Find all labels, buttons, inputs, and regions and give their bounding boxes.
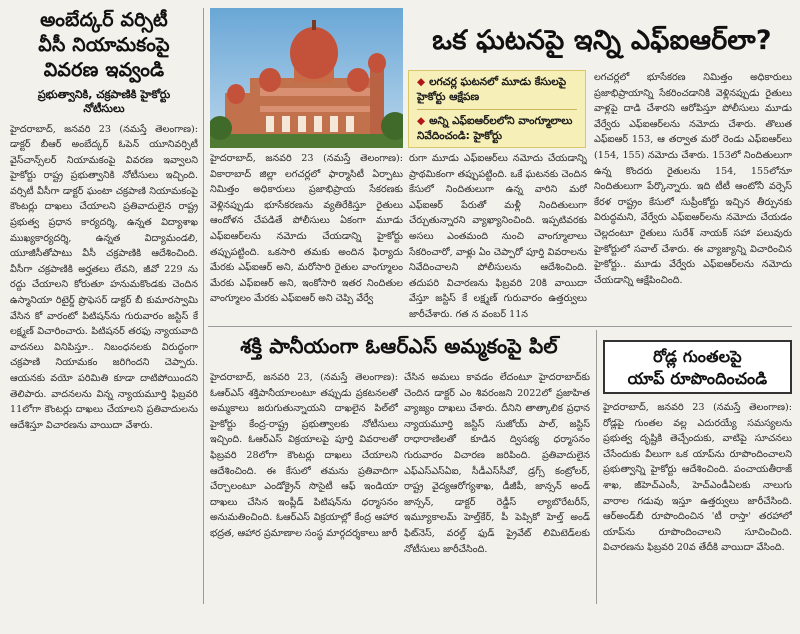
column-divider bbox=[203, 8, 204, 604]
ors-story-body-col1: హైదరాబాద్, జనవరి 23, (నమస్తే తెలంగాణ): ఓఆర్‌ఎస్ శక్తిపానీయాలంటూ తప్పుడు ప్రకటనలతో అమ్మకాలు జరుగుతున్నాయని దాఖలైన పిల్‌లో హైకోర్టు కేంద్ర-రాష్ట్ర ప్రభుత్వాలకు నోటీసులు ఇచ్చింది. ఓఆర్‌ఎస్ విక్రయాలపై పూర్తి వివరాలతో ఫిబ్రవరి 28లోగా కౌంటర్లు దాఖలు చేయాలని ఆదేశించింది. ఈ కేసులో తమను ప్రతివాదిగా చేర్చాలంటూ ఎండోక్రైన్ సొసైటీ ఆఫ్ ఇండియా దాఖలు చేసిన ఇంప్లీడ్ పిటిషన్‌ను ధర్మాసనం అనుమతించింది. ఓఆర్‌ఎస్ విక్రయాల్లో కేంద్ర ఆహార భద్రత, ఆహార ప్రమాణాల సంస్థ మార్గదర్శకాలు జారీ bbox=[210, 372, 398, 539]
ors-story-body-col2: చేసిన అమలు కావడం లేదంటూ హైదరాబాద్‌కు చెందిన డాక్టర్ ఎం శివరంజని 2022లో ప్రజాహిత వ్యాజ్యం దాఖలు చేశారు. దీనిని తాత్కాలిక ప్రధాన న్యాయమూర్తి జస్టిస్ సుజోయ్ పాల్, జస్టిస్ రాధారాణిలతో కూడిన ద్విసభ్య ధర్మాసనం గురువారం విచారణ జరిపింది. ప్రతివాదులైన ఎఫ్‌ఎస్‌ఎస్‌ఏఐ, సీడీఎస్‌సీవో, డ్రగ్స్ కంట్రోలర్, రాష్ట్ర వైద్యఆరోగ్యశాఖ, డీజీపీ, జాన్సన్ అండ్ జాన్సన్, డాక్టర్ రెడ్డీస్ ల్యాబొరేటరీస్, ఇమ్యూకాలమ్ హెల్త్‌కేర్, పీ పెప్సికో హెల్త్ అండ్ ఫిట్‌నెస్, వరల్డ్ ఫుడ్ ప్రైవేట్ లిమిటెడ్‌లకు నోటీసులు జారీచేసింది. bbox=[404, 372, 590, 555]
high-court-building-image bbox=[210, 8, 403, 148]
vc-headline-line-2: వీసీ నియామకంపై bbox=[38, 34, 170, 56]
bullet-icon: ◆ bbox=[417, 115, 426, 127]
app-headline-line-2: యాప్ రూపొందించండి bbox=[627, 369, 768, 388]
vc-appointment-story bbox=[10, 8, 198, 606]
fir-highlight-1-text: లగచర్ల ఘటనలో మూడు కేసులపై హైకోర్టు ఆక్షేపణ bbox=[417, 76, 567, 103]
app-story-headline-box bbox=[603, 340, 792, 394]
fir-story-headline: ఒక ఘటనపై ఇన్ని ఎఫ్‌ఐఆర్‌లా? bbox=[432, 25, 772, 56]
fir-highlight-2-text: అన్ని ఎఫ్‌ఐఆర్‌లలోని వాంగ్మూలాలు నివేదించండి: హైకోర్టు bbox=[417, 115, 573, 142]
fir-story-body-col1: హైదరాబాద్, జనవరి 23 (నమస్తే తెలంగాణ): వికారాబాద్ జిల్లా లగచర్లలో ఫార్మాసిటీ ఏర్పాటు నిమిత్తం అధికారులు ప్రజాభిప్రాయ సేకరణకు వెళ్లినప్పుడు భూసేకరణను వ్యతిరేకిస్తూ రైతులు ఆందోళన చేపడితే పోలీసులు ఏకంగా మూడు ఎఫ్‌ఐఆర్‌లను నమోదు చేయడాన్ని హైకోర్టు తప్పుపట్టింది. ఒకసారి తమకు అందిన ఫిర్యాదు మేరకు ఎఫ్‌ఐఆర్ అని, మరోసారి రైతుల వాంగ్మూలం మేరకు ఎఫ్‌ఐఆర్ అని, ఇంకోసారి ఇతర నిందితుల వాంగ్మూలం మేరకు ఎఫ్‌ఐఆర్ అని చెప్పి వేర్వే bbox=[210, 153, 403, 305]
vc-headline-line-3: వివరణ ఇవ్వండి bbox=[43, 59, 165, 81]
fir-story-body-col3: లగచర్లలో భూసేకరణ నిమిత్తం అధికారులు ప్రజాభిప్రాయాన్ని సేకరించడానికి వెళ్లినప్పుడు రైతులు వాళ్లపై దాడి చేశారని ఆరోపిస్తూ పోలీసులు మూడు వేర్వేరు ఎఫ్‌ఐఆర్‌లను నమోదు చేశారు. తొలుత ఎఫ్‌ఐఆర్ 153, ఆ తర్వాత మరో రెండు ఎఫ్‌ఐఆర్‌లు (154, 155) నమోదు చేశారు. 153లో నిందితులుగా ఉన్న కొందరు రైతులను 154, 155లోనూ నిందితులుగా పేర్కొన్నారు. ఇది టీటీ ఆంటోనీ వర్సెస్ కేరళ రాష్ట్రం కేసులో సుప్రీంకోర్టు ఇచ్చిన తీర్పునకు విరుద్ధమని, వేర్వేరు ఎఫ్‌ఐఆర్‌లను నమోదు చేయడం చెల్లదంటూ రైతులు సురేశ్ నాయక్ సహా పలువురు హైకోర్టులో సవాల్ చేశారు. ఈ వ్యాజ్యాన్ని విచారించిన హైకోర్టు.. మూడు వేర్వేరు ఎఫ్‌ఐఆర్‌లను నమోదు చేయడాన్ని ఆక్షేపించింది. bbox=[594, 72, 792, 286]
highlight-divider bbox=[417, 109, 577, 110]
fir-highlights-box bbox=[408, 70, 586, 148]
high-court-photo bbox=[210, 8, 403, 148]
app-story-body: హైదరాబాద్, జనవరి 23 (నమస్తే తెలంగాణ): రోడ్లపై గుంతల వల్ల ఎదురయ్యే సమస్యలను ప్రభుత్వ దృష్టికి తెచ్చేందుకు, వాటిపై సూచనలు చేసేందుకు వీలుగా ఒక యాప్‌ను రూపొందించాలని ప్రభుత్వాన్ని హైకోర్టు ఆదేశించింది. పంచాయతీరాజ్ శాఖ, జీహెచ్‌ఎంసీ, హెచ్‌ఎండీఏలకు నాలుగు వారాల గడువు ఇస్తూ ఉత్తర్వులు జారీచేసింది. ఆర్‌అండ్‌బీ రూపొందించిన 'టీ రాస్తా' తరహాలో యాప్‌ను రూపొందించాలని సూచించింది. విచారణను ఫిబ్రవరి 20వ తేదీకి వాయిదా వేసింది. bbox=[603, 402, 792, 554]
bullet-icon: ◆ bbox=[417, 76, 426, 88]
fir-highlight-2 bbox=[417, 114, 577, 144]
vc-appointment-headline bbox=[10, 8, 198, 83]
vc-appointment-body: హైదరాబాద్, జనవరి 23 (నమస్తే తెలంగాణ): డాక్టర్ బీఆర్ అంబేద్కర్ ఓపెన్ యూనివర్సిటీ వైస్‌చాన్స్‌లర్ నియామకంపై వివరణ ఇవ్వాలని హైకోర్టు రాష్ట్ర ప్రభుత్వానికి నోటీసులు ఇచ్చింది. వర్సిటీ వీసీగా డాక్టర్ ఘంటా చక్రపాణి నియామకంపై కౌంటర్లు దాఖలు చేయాలని ప్రతివాదులైన రాష్ట్ర ప్రభుత్వ ప్రధాన కార్యదర్శి, ఉన్నత విద్యాశాఖ ముఖ్యకార్యదర్శి, ఉన్నత విద్యామండలి, యూజీసీతోపాటు వీసీ చక్రపాణికి ఆదేశించింది. వీసీగా చక్రపాణికి అర్హతలు లేవని, జీవో 229 ను రద్దు చేయాలని కోరుతూ హనుమకొండకు చెందిన ఉస్మానియా రిటైర్డ్ ప్రొఫెసర్ డాక్టర్ బీ కుమారస్వామి వేసిన కో వారంటో పిటిషన్‌ను గురువారం జస్టిస్ కే లక్ష్మణ్ విచారించారు. పిటిషనర్ తరఫు న్యాయవాది వాదనలు వినిపిస్తూ.. నిబంధనలకు విరుద్ధంగా చక్రపాణి నియామకం జరిగిందని చెప్పారు. ఆయనకు వయో పరిమితి కూడా దాటిపోయిందని తెలిపారు. వాదనలను విన్న న్యాయమూర్తి ఫిబ్రవరి 11లోగా కౌంటర్లు దాఖలు చేయాలని ప్రతివాదులను ఆదేశిస్తూ విచారణను వాయిదా వేశారు. bbox=[10, 123, 198, 431]
fir-highlight-1 bbox=[417, 75, 577, 105]
section-divider bbox=[208, 326, 792, 327]
vc-headline-line-1: అంబేద్కర్ వర్సిటీ bbox=[40, 9, 168, 31]
ors-story-headline: శక్తి పానీయంగా ఓఆర్‌ఎస్ అమ్మకంపై పిల్ bbox=[240, 334, 558, 358]
vc-appointment-subhead: ప్రభుత్వానికి, చక్రపాణికి హైకోర్టు నోటీసులు bbox=[37, 88, 171, 115]
column-divider bbox=[596, 330, 597, 604]
app-headline-line-1: రోడ్ల గుంతలపై bbox=[653, 347, 742, 366]
fir-story-body-col2: రుగా మూడు ఎఫ్‌ఐఆర్‌లు నమోదు చేయడాన్ని ప్రాథమికంగా తప్పుపట్టింది. ఒకే ఘటనకు చెందిన కేసులో నిందితులుగా ఉన్న వారిని మరో ఎఫ్‌ఐఆర్ పేరుతో మళ్లీ నిందితులుగా చేర్చుతున్నారని వ్యాఖ్యానించింది. ఇప్పటివరకు అసలు ఎంతమంది నుంచి వాంగ్మూలాలు సేకరించారో, వాళ్లు ఏం చెప్పారో పూర్తి వివరాలను నివేదించాలని పోలీసులను ఆదేశించింది. తదుపరి విచారణను ఫిబ్రవరి 20కి వాయిదా వేస్తూ జస్టిస్ కే లక్ష్మణ్ గురువారం ఉత్తర్వులు జారీచేశారు. గత న వంబర్ 11న bbox=[409, 153, 587, 320]
